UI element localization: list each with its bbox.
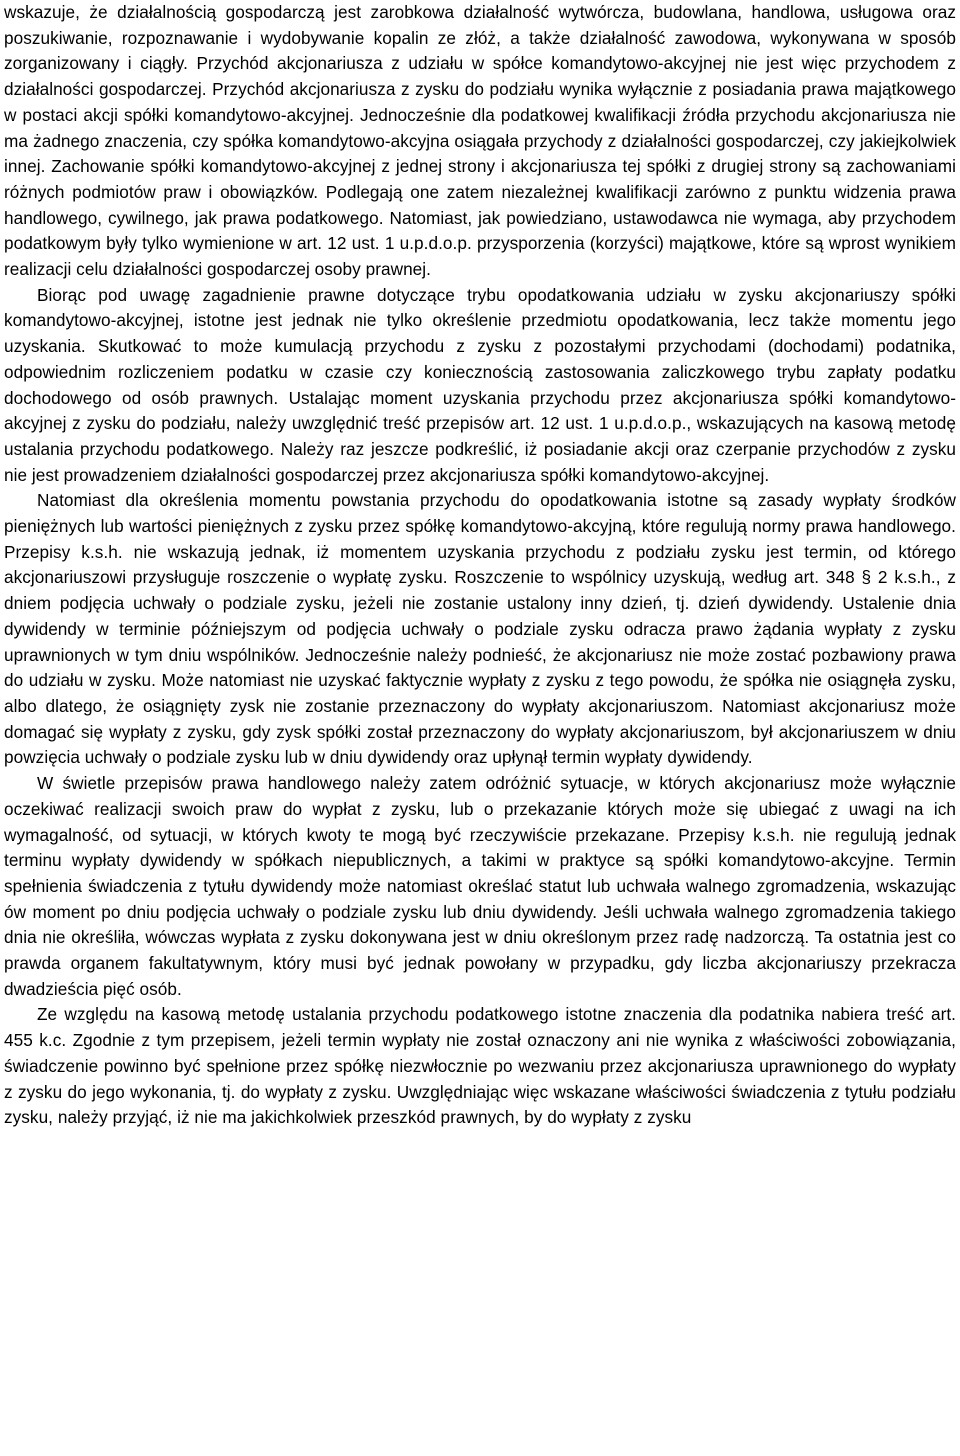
paragraph-4: W świetle przepisów prawa handlowego należy zatem odróżnić sytuacje, w których akcjonariusz może wyłącznie oczekiwać realizacji swoich praw do wypłat z zysku, lub o przekazanie których może się ubiegać z uwagi na ich wymagalność, od sytuacji, w których kwoty te mogą być rzeczywiście przekazane. Przepisy k.s.h. nie regulują jednak terminu wypłaty dywidendy w spółkach niepublicznych, a takimi w praktyce są spółki komandytowo-akcyjne. Termin spełnienia świadczenia z tytułu dywidendy może natomiast określać statut lub uchwała walnego zgromadzenia, wskazując ów moment po dniu podjęcia uchwały o podziale zysku lub dniu dywidendy. Jeśli uchwała walnego zgromadzenia takiego dnia nie określiła, wówczas wypłata z zysku dokonywana jest w dniu określonym przez radę nadzorczą. Ta ostatnia jest co prawda organem fakultatywnym, który musi być jednak powołany w przypadku, gdy liczba akcjonariuszy przekracza dwadzieścia pięć osób. [4, 773, 956, 999]
paragraph-3: Natomiast dla określenia momentu powstania przychodu do opodatkowania istotne są zasady wypłaty środków pieniężnych lub wartości pieniężnych z zysku przez spółkę komandytowo-akcyjną, które regulują normy prawa handlowego. Przepisy k.s.h. nie wskazują jednak, iż momentem uzyskania przychodu z podziału zysku jest termin, od którego akcjonariuszowi przysługuje roszczenie o wypłatę zysku. Roszczenie to wspólnicy uzyskują, według art. 348 § 2 k.s.h., z dniem podjęcia uchwały o podziale zysku, jeżeli nie zostanie ustalony inny dzień, tj. dzień dywidendy. Ustalenie dnia dywidendy w terminie późniejszym od podjęcia uchwały o podziale zysku odracza prawo żądania wypłaty z zysku uprawnionych w tym dniu wspólników. Jednocześnie należy podnieść, że akcjonariusz nie może zostać pozbawiony prawa do udziału w zysku. Może natomiast nie uzyskać faktycznie wypłaty z zysku z tego powodu, że spółka nie osiągnęła zysku, albo dlatego, że osiągnięty zysk nie zostanie przeznaczony do wypłaty akcjonariuszom. Natomiast akcjonariusz może domagać się wypłaty z zysku, gdy zysk spółki został przeznaczony do wypłaty akcjonariuszom, był akcjonariuszem w dniu powzięcia uchwały o podziale zysku lub w dniu dywidendy oraz upłynął termin wypłaty dywidendy. [4, 490, 956, 768]
paragraph-2: Biorąc pod uwagę zagadnienie prawne dotyczące trybu opodatkowania udziału w zysku akcjonariuszy spółki komandytowo-akcyjnej, istotne jest jednak nie tylko określenie przedmiotu opodatkowania, lecz także momentu jego uzyskania. Skutkować to może kumulacją przychodu z zysku z pozostałymi przychodami (dochodami) podatnika, odpowiednim rozliczeniem podatku w czasie czy koniecznością zastosowania zaliczkowego trybu zapłaty podatku dochodowego od osób prawnych. Ustalając moment uzyskania przychodu przez akcjonariusza spółki komandytowo-akcyjnej z zysku do podziału, należy uwzględnić treść przepisów art. 12 ust. 1 u.p.d.o.p., wskazujących na kasową metodę ustalania przychodu podatkowego. Należy raz jeszcze podkreślić, iż posiadanie akcji oraz czerpanie przychodów z zysku nie jest prowadzeniem działalności gospodarczej przez akcjonariusza spółki komandytowo-akcyjnej. [4, 284, 956, 485]
paragraph-5: Ze względu na kasową metodę ustalania przychodu podatkowego istotne znaczenia dla podatnika nabiera treść art. 455 k.c. Zgodnie z tym przepisem, jeżeli termin wypłaty nie został oznaczony ani nie wynika z właściwości zobowiązania, świadczenie powinno być spełnione przez spółkę niezwłocznie po wezwaniu przez akcjonariusza uprawnionego do wypłaty z zysku do jego wykonania, tj. do wypłaty z zysku. Uwzględniając więc wskazane właściwości świadczenia z tytułu podziału zysku, należy przyjąć, iż nie ma jakichkolwiek przeszkód prawnych, by do wypłaty z zysku [4, 1004, 956, 1128]
paragraph-1: wskazuje, że działalnością gospodarczą jest zarobkowa działalność wytwórcza, budowlana, handlowa, usługowa oraz poszukiwanie, rozpoznawanie i wydobywanie kopalin ze złóż, a także działalność zawodowa, wykonywana w sposób zorganizowany i ciągły. Przychód akcjonariusza z udziału w spółce komandytowo-akcyjnej nie jest więc przychodem z działalności gospodarczej. Przychód akcjonariusza z zysku do podziału wynika wyłącznie z posiadania prawa majątkowego w postaci akcji spółki komandytowo-akcyjnej. Jednocześnie dla podatkowej kwalifikacji źródła przychodu akcjonariusza nie ma żadnego znaczenia, czy spółka komandytowo-akcyjna osiągała przychody z działalności gospodarczej, czy jakiejkolwiek innej. Zachowanie spółki komandytowo-akcyjnej z jednej strony i akcjonariusza tej spółki z drugiej strony są zachowaniami różnych podmiotów praw i obowiązków. Podlegają one zatem niezależnej kwalifikacji zarówno z punktu widzenia prawa handlowego, cywilnego, jak prawa podatkowego. Natomiast, jak powiedziano, ustawodawca nie wymaga, aby przychodem podatkowym były tylko wymienione w art. 12 ust. 1 u.p.d.o.p. przysporzenia (korzyści) majątkowe, które są wprost wynikiem realizacji celu działalności gospodarczej osoby prawnej. [4, 2, 956, 280]
